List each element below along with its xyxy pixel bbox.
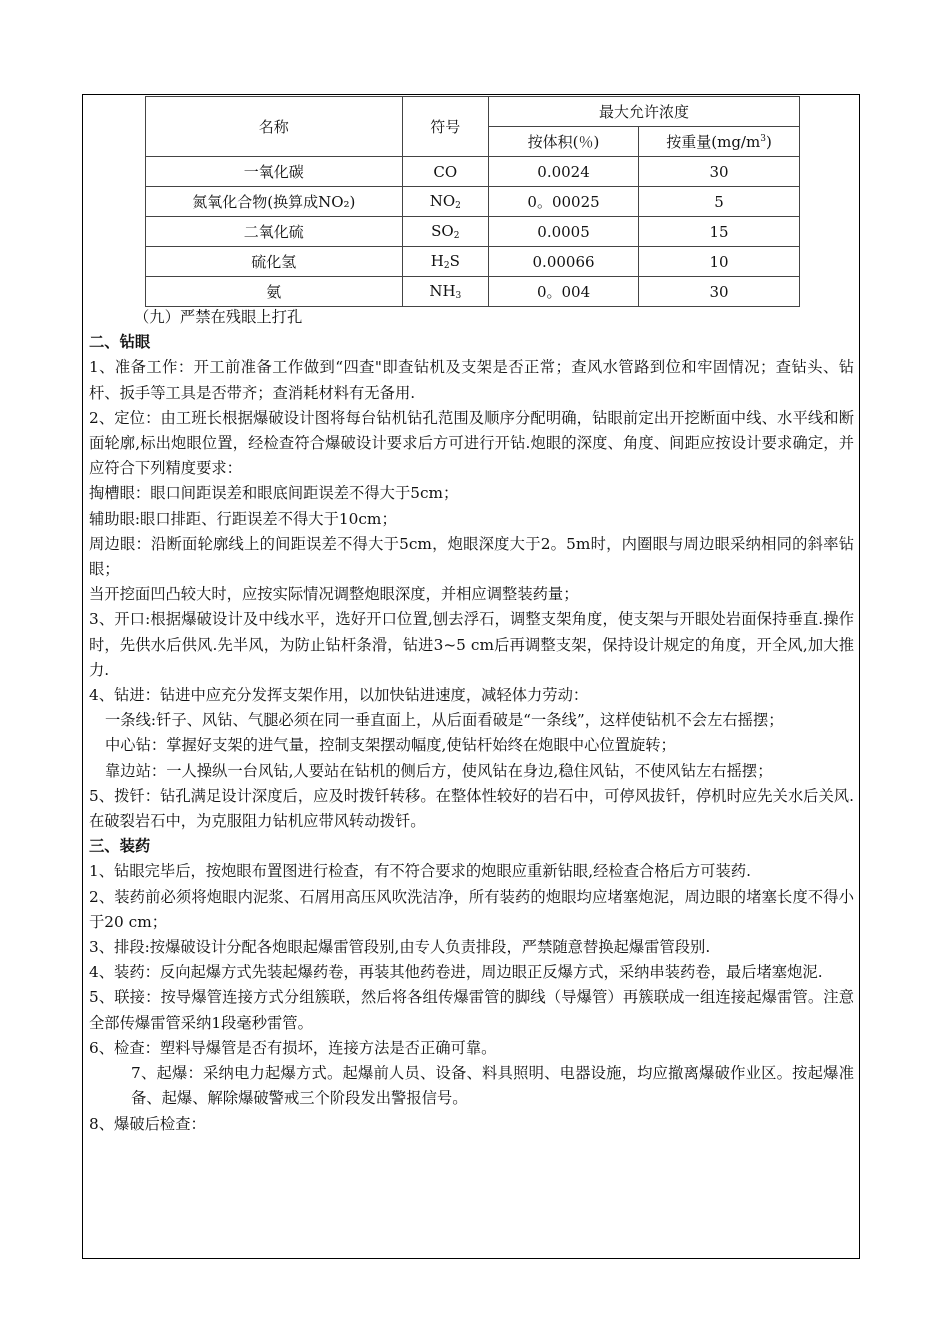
cell-name: 氨: [146, 277, 403, 307]
cell-volume: 0。00025: [489, 187, 639, 217]
cell-symbol-base: NO: [429, 192, 456, 210]
cell-symbol: [402, 247, 488, 277]
paragraph: 当开挖面凹凸较大时，应按实际情况调整炮眼深度，并相应调整装药量；: [89, 585, 579, 604]
cell-symbol-sub: 2: [443, 261, 450, 271]
header-by-weight-suffix: ): [765, 133, 772, 151]
table-row: [146, 187, 800, 217]
cell-name: 硫化氢: [146, 247, 403, 277]
header-by-weight-sup: 3: [760, 134, 766, 144]
cell-volume: 0。004: [489, 277, 639, 307]
paragraph: 4、装药：反向起爆方式先装起爆药卷，再装其他药卷进，周边眼正反爆方式，采纳串装药卷，最后堵塞炮泥.: [89, 963, 823, 982]
cell-name: 氮氧化合物(换算成NO₂): [146, 187, 403, 217]
paragraph: 周边眼：沿断面轮廓线上的间距误差不得大于5cm，炮眼深度大于2。5m时，内圈眼与周边眼采纳相同的斜率钻眼；: [89, 534, 854, 579]
section-2-heading: 二、钻眼: [89, 333, 151, 352]
cell-symbol: [402, 277, 488, 307]
paragraph: 8、爆破后检查：: [89, 1114, 206, 1133]
cell-symbol-suffix: S: [449, 252, 460, 270]
paragraph: 3、排段:按爆破设计分配各炮眼起爆雷管段别,由专人负责排段，严禁随意替换起爆雷管段别.: [89, 938, 711, 957]
header-symbol: 符号: [402, 97, 488, 157]
paragraph: 6、检查：塑料导爆管是否有损坏，连接方法是否正确可靠。: [89, 1038, 497, 1057]
header-by-volume: 按体积(％): [489, 127, 639, 157]
table-row: [146, 157, 800, 187]
table-row: [146, 217, 800, 247]
cell-name: 一氧化碳: [146, 157, 403, 187]
paragraph: 一条线:钎子、风钻、气腿必须在同一垂直面上，从后面看破是“一条线”，这样使钻机不会左右摇摆；: [105, 711, 784, 730]
cell-volume: 0.0005: [489, 217, 639, 247]
paragraph: 7、起爆：采纳电力起爆方式。起爆前人员、设备、料具照明、电器设施，均应撤离爆破作业区。按起爆准备、起爆、解除爆破警戒三个阶段发出警报信号。: [131, 1064, 854, 1108]
paragraph: 掏槽眼：眼口间距误差和眼底间距误差不得大于5cm；: [89, 484, 459, 503]
cell-symbol-base: H: [430, 252, 444, 270]
paragraph: 2、定位：由工班长根据爆破设计图将每台钻机钻孔范围及顺序分配明确，钻眼前定出开挖断面中线、水平线和断面轮廓,标出炮眼位置，经检查符合爆破设计要求后方可进行开钻.炮眼的深度、角度、间距应按设计要求确定，并应符合下列精度要求：: [89, 408, 854, 478]
paragraph: 中心钻：掌握好支架的进气量，控制支架摆动幅度,使钻杆始终在炮眼中心位置旋转；: [105, 736, 676, 755]
cell-volume: 0.0024: [489, 157, 639, 187]
item-9-note: （九）严禁在残眼上打孔: [134, 308, 303, 326]
gas-concentration-table: [145, 96, 800, 307]
cell-weight: 30: [639, 277, 800, 307]
paragraph: 3、开口:根据爆破设计及中线水平，选好开口位置,刨去浮石，调整支架角度，使支架与开眼处岩面保持垂直.操作时，先供水后供风.先半风，为防止钻杆条滑，钻进3~5 cm后再调整支架，保持设计规定的角度，开全风,加大推力.: [89, 610, 854, 679]
cell-symbol-sub: 3: [455, 291, 462, 301]
cell-symbol: [402, 217, 488, 247]
cell-weight: 15: [639, 217, 800, 247]
paragraph: 1、准备工作：开工前准备工作做到“四查"即查钻机及支架是否正常；查风水管路到位和牢固情况；查钻头、钻杆、扳手等工具是否带齐；查消耗材料有无备用.: [89, 358, 854, 402]
paragraph: 5、联接：按导爆管连接方式分组簇联，然后将各组传爆雷管的脚线（导爆管）再簇联成一组连接起爆雷管。注意全部传爆雷管采纳1段毫秒雷管。: [89, 988, 854, 1032]
cell-symbol-base: CO: [433, 162, 458, 181]
header-by-weight-prefix: 按重量(mg/m: [666, 133, 761, 151]
document-body: [89, 305, 854, 1137]
paragraph: 靠边站：一人操纵一台风钻,人要站在钻机的侧后方，使风钻在身边,稳住风钻，不使风钻左右摇摆；: [105, 761, 773, 780]
paragraph: 5、拨钎：钻孔满足设计深度后，应及时拨钎转移。在整体性较好的岩石中，可停风拔钎，停机时应先关水后关风.在破裂岩石中，为克服阻力钻机应带风转动拨钎。: [89, 786, 854, 831]
table-row: [146, 277, 800, 307]
cell-symbol-sub: 2: [455, 201, 461, 211]
header-name: 名称: [146, 97, 403, 157]
paragraph: 辅助眼:眼口排距、行距误差不得大于10cm；: [89, 509, 397, 528]
cell-symbol-base: NH: [429, 282, 456, 300]
cell-symbol-base: SO: [431, 222, 454, 240]
table-row: [146, 247, 800, 277]
paragraph: 1、钻眼完毕后，按炮眼布置图进行检查，有不符合要求的炮眼应重新钻眼,经检查合格后方可装药.: [89, 862, 751, 881]
paragraph: 2、装药前必须将炮眼内泥浆、石屑用高压风吹洗洁净，所有装药的炮眼均应堵塞炮泥，周边眼的堵塞长度不得小于20 cm；: [89, 887, 854, 931]
cell-symbol: [402, 187, 488, 217]
cell-symbol: [402, 157, 488, 187]
paragraph: 4、钻进：钻进中应充分发挥支架作用，以加快钻进速度，减轻体力劳动：: [89, 686, 589, 705]
cell-name: 二氧化硫: [146, 217, 403, 247]
section-3-heading: 三、装药: [89, 837, 151, 856]
header-by-weight: [639, 127, 800, 157]
cell-weight: 10: [639, 247, 800, 277]
table-header-row: [146, 97, 800, 127]
cell-symbol-sub: 2: [453, 231, 460, 241]
cell-volume: 0.00066: [489, 247, 639, 277]
cell-weight: 5: [639, 187, 800, 217]
header-max-concentration: 最大允许浓度: [489, 97, 800, 127]
cell-weight: 30: [639, 157, 800, 187]
